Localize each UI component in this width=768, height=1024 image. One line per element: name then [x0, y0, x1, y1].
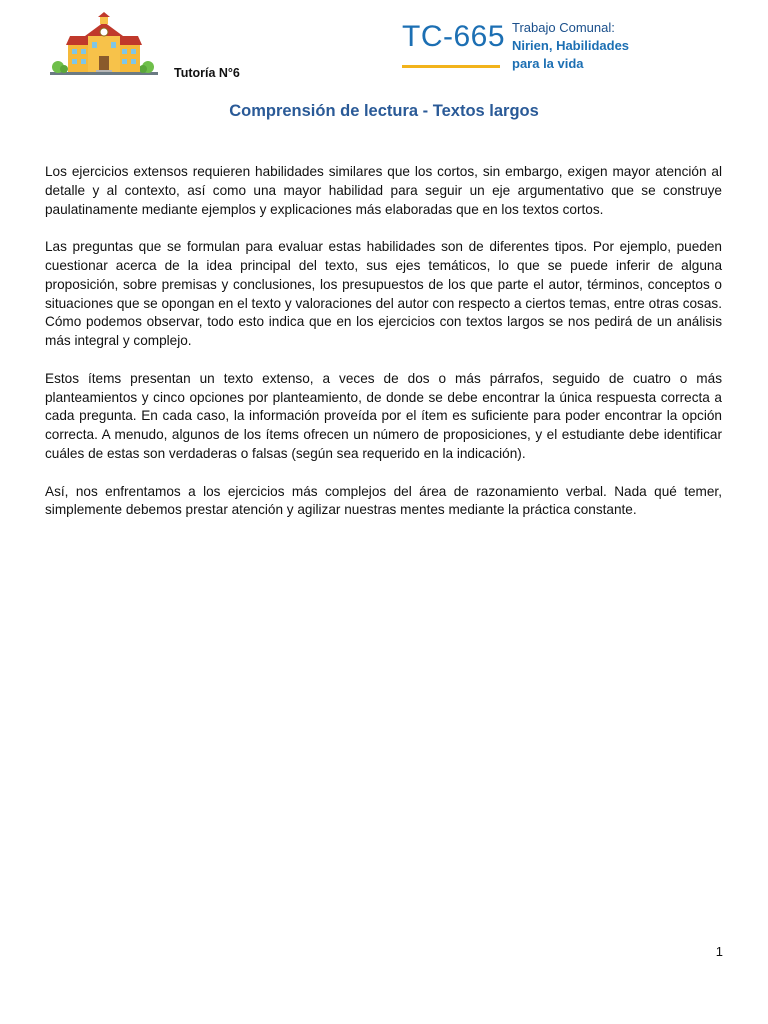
document-body [45, 163, 722, 539]
document-title: Comprensión de lectura - Textos largos [229, 102, 539, 120]
brand-code: TC-665 [402, 20, 506, 53]
brand-tagline-2: Nirien, Habilidades [512, 38, 630, 53]
paragraph: Estos ítems presentan un texto extenso, a veces de dos o más párrafos, seguido de cuatro o más planteamientos y cinco opciones por planteamiento, de donde se debe encontrar la única respuesta correcta a cada pregunta. En cada caso, la información proveída por el ítem es suficiente para poder encontrar la opción correcta. A menudo, algunos de los ítems ofrecen un número de proposiciones, y el estudiante debe identificar cuáles de estas son verdaderas o falsas (según sea requerido en la indicación). [45, 370, 722, 461]
paragraph: Así, nos enfrentamos a los ejercicios más complejos del área de razonamiento verbal. Nada qué temer, simplemente debemos prestar atención y agilizar nuestras mentes mediante la práctica constante. [45, 483, 722, 518]
brand-tagline-3: para la vida [512, 56, 584, 71]
page-header [0, 0, 768, 100]
brand-logo [400, 18, 650, 74]
school-building-icon [48, 12, 160, 78]
paragraph: Las preguntas que se formulan para evaluar estas habilidades son de diferentes tipos. Por ejemplo, pueden cuestionar acerca de la idea principal del texto, sus ejes temáticos, lo que se puede inferir de alguna proposición, sobre premisas y conclusiones, los presupuestos de los que parte el autor, términos, conceptos o situaciones que se opongan en el texto y valoraciones del autor con respecto a ciertos temas, entre otras cosas. Cómo podemos observar, todo esto indica que en los ejercicios con textos largos se nos pedirá de un análisis más integral y complejo. [45, 239, 722, 349]
tutoria-label: Tutoría N°6 [174, 66, 240, 80]
brand-tagline-1: Trabajo Comunal: [512, 20, 615, 35]
page-number: 1 [715, 944, 723, 959]
brand-underline [402, 65, 500, 68]
paragraph: Los ejercicios extensos requieren habilidades similares que los cortos, sin embargo, exigen mayor atención al detalle y al contexto, así como una mayor habilidad para seguir un eje argumentativo que se construye paulatinamente mediante ejemplos y explicaciones más elaboradas que en los textos cortos. [45, 164, 722, 217]
